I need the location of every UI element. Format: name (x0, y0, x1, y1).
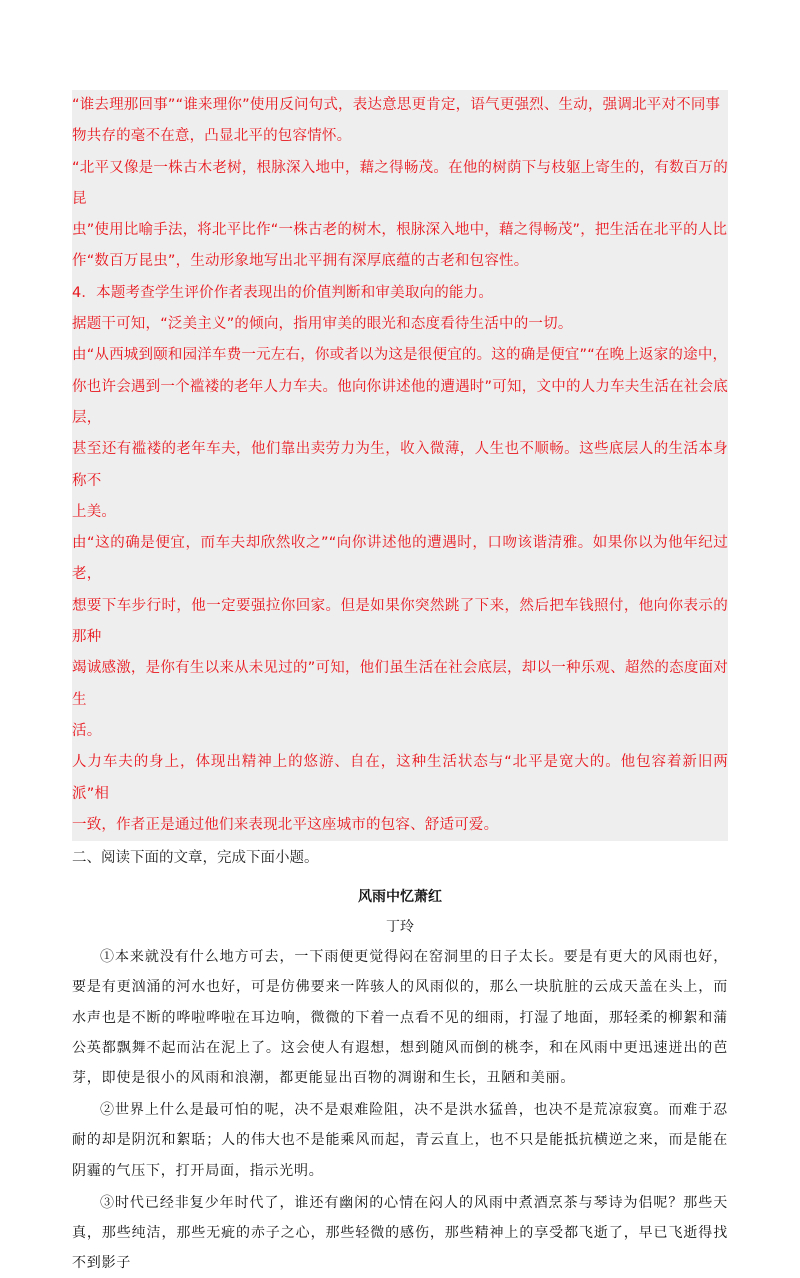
answer-line: 由“这的确是便宜，而车夫却欣然收之”“向你讲述他的遭遇时，口吻该谐清雅。如果你以为他年纪过老， (72, 535, 728, 583)
article-title: 风雨中忆萧红 (358, 889, 442, 906)
answer-line: 由“从西城到颐和园洋车费一元左右，你或者以为这是很便宜的。这的确是便宜”“在晚上返家的途中， (72, 347, 728, 364)
answer-line: 4．本题考查学生评价作者表现出的价值判断和审美取向的能力。 (72, 284, 494, 301)
answer-line: 活。 (72, 722, 102, 739)
article-paragraph: ②世界上什么是最可怕的呢，决不是艰难险阻，决不是洪水猛兽，也决不是荒凉寂寞。而难于忍耐的却是阴沉和絮聒；人的伟大也不是能乘风而起，青云直上，也不只是能抵抗横逆之来，而是能在阴霾的气压下，打开局面，指示光明。 (72, 1102, 728, 1179)
article-author: 丁玲 (386, 919, 414, 936)
answer-line: 人力车夫的身上，体现出精神上的悠游、自在，这种生活状态与“北平是宽大的。他包容着新旧两派”相 (72, 754, 728, 802)
article-paragraph: ③时代已经非复少年时代了，谁还有幽闲的心情在闷人的风雨中煮酒烹茶与琴诗为侣呢？那些天真，那些纯洁，那些无疵的赤子之心，那些轻微的感伤，那些精神上的享受都飞逝了，早已飞逝得找不到影子 (72, 1194, 728, 1272)
answer-line: 据题干可知，“泛美主义”的倾向，指用审美的眼光和态度看待生活中的一切。 (72, 316, 573, 333)
answer-line: 上美。 (72, 503, 117, 520)
answer-line: 物共存的毫不在意，凸显北平的包容情怀。 (72, 128, 352, 145)
answer-analysis-block (72, 90, 728, 841)
answer-line: 想要下车步行时，他一定要强拉你回家。但是如果你突然跳了下来，然后把车钱照付，他向你表示的那种 (72, 597, 728, 646)
answer-line: 一致，作者正是通过他们来表现北平这座城市的包容、舒适可爱。 (72, 816, 499, 833)
document-page (72, 90, 728, 1278)
answer-line: 虫”使用比喻手法，将北平比作“一株古老的树木，根脉深入地中，藉之得畅茂”，把生活在北平的人比 (72, 222, 728, 239)
question-section-label: 二、阅读下面的文章，完成下面小题。 (72, 850, 319, 867)
answer-line: “北平又像是一株古木老树，根脉深入地中，藉之得畅茂。在他的树荫下与枝躯上寄生的，有数百万的昆 (72, 159, 728, 207)
answer-line: 你也许会遇到一个褴褛的老年人力车夫。他向你讲述他的遭遇时”可知，文中的人力车夫生活在社会底层， (72, 378, 728, 426)
answer-line: “谁去理那回事”“谁来理你”使用反问句式，表达意思更肯定，语气更强烈、生动，强调北平对不同事 (72, 97, 721, 113)
article-paragraph: ①本来就没有什么地方可去，一下雨便更觉得闷在窑洞里的日子太长。要是有更大的风雨也好，要是有更汹涌的河水也好，可是仿佛要来一阵骇人的风雨似的，那么一块肮脏的云成天盖在头上，而水声也是不断的哗啦哗啦在耳边响，微微的下着一点看不见的细雨，打湿了地面，那轻柔的柳絮和蒲公英都飘舞不起而沾在泥上了。这会使人有遐想，想到随风而倒的桃李，和在风雨中更迅速迸出的芭芽，即使是很小的风雨和浪潮，都更能显出百物的凋谢和生长，丑陋和美丽。 (72, 949, 728, 1086)
answer-line: 甚至还有褴褛的老年车夫，他们靠出卖劳力为生，收入微薄，人生也不顺畅。这些底层人的生活本身称不 (72, 441, 728, 489)
answer-line: 作“数百万昆虫”，生动形象地写出北平拥有深厚底蕴的古老和包容性。 (72, 253, 529, 270)
answer-line: 竭诚感激，是你有生以来从未见过的”可知，他们虽生活在社会底层，却以一种乐观、超然的态度面对生 (72, 660, 728, 708)
